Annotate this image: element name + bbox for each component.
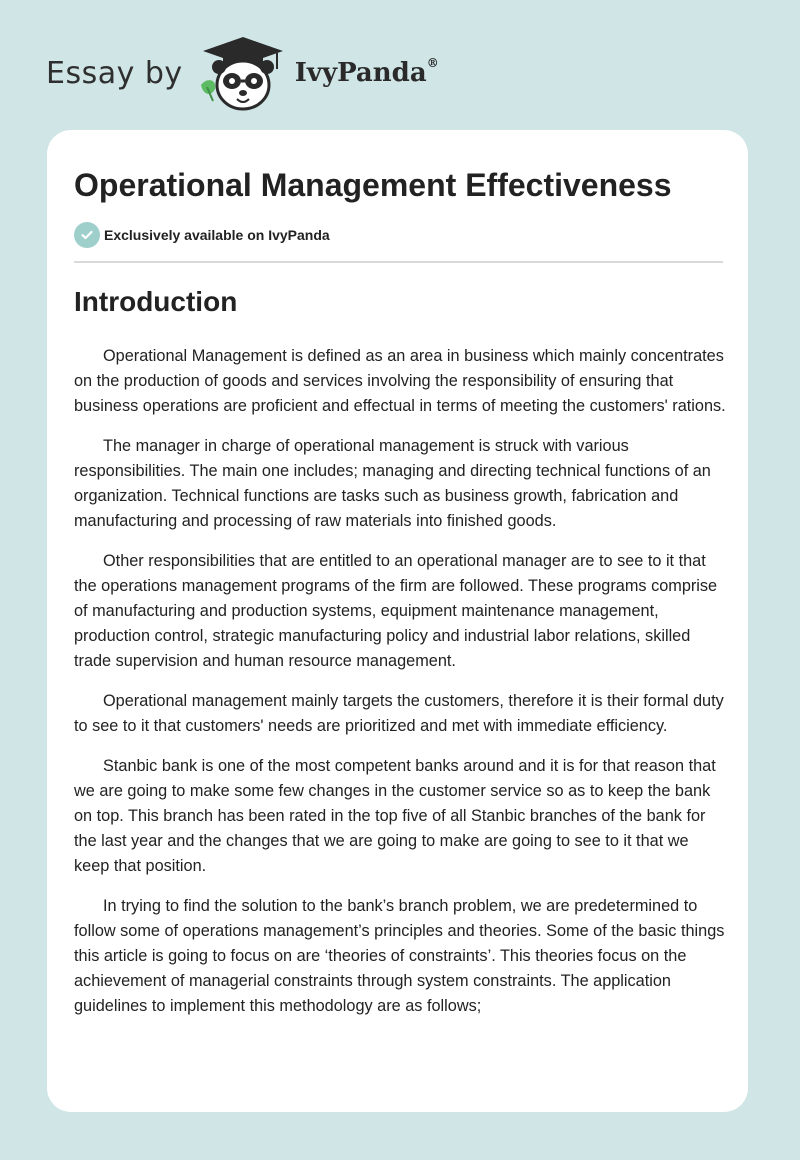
section-heading: Introduction bbox=[74, 286, 238, 317]
paragraph: Stanbic bank is one of the most competent banks around and it is for that reason that we are going to make some few changes in the customer service so as to keep the bank on top. This branch has been rated in the top five of all Stanbic branches of the bank for the last year and the changes that we are going to make are going to see to it that we keep that position. bbox=[74, 757, 716, 875]
badge-label: Exclusively available on IvyPanda bbox=[104, 227, 330, 243]
paragraph: Operational Management is defined as an area in business which mainly concentrates on the production of goods and services involving the responsibility of ensuring that business operations are proficient and effectual in terms of meeting the customers' rations. bbox=[74, 347, 726, 415]
paragraph: In trying to find the solution to the bank’s branch problem, we are predetermined to follow some of operations management’s principles and theories. Some of the basic things this article is going to focus on are ‘theories of constraints’. This theories focus on the achievement of managerial constraints through system constraints. The application guidelines to implement this methodology are as follows; bbox=[74, 897, 725, 1015]
paragraph: The manager in charge of operational management is struck with various responsibilities. The main one includes; managing and directing technical functions of an organization. Technical functions are tasks such as business growth, fabrication and manufacturing and processing of raw materials into finished goods. bbox=[74, 437, 711, 530]
exclusive-badge bbox=[74, 222, 330, 248]
brand-name[interactable]: IvyPanda® bbox=[294, 56, 439, 88]
article-card bbox=[47, 130, 748, 1112]
page-title: Operational Management Effectiveness bbox=[74, 167, 672, 203]
site-header bbox=[46, 28, 439, 118]
article-body bbox=[74, 344, 726, 1034]
check-circle-icon bbox=[74, 222, 100, 248]
paragraph: Operational management mainly targets the customers, therefore it is their formal duty to see to it that customers' needs are prioritized and met with immediate efficiency. bbox=[74, 692, 724, 735]
paragraph: Other responsibilities that are entitled to an operational manager are to see to it that the operations management programs of the firm are followed. These programs comprise of manufacturing and production systems, equipment maintenance management, production control, strategic manufacturing policy and industrial labor relations, skilled trade supervision and human resource management. bbox=[74, 552, 718, 670]
divider bbox=[74, 261, 723, 263]
essay-by-label: Essay by bbox=[46, 55, 183, 91]
panda-graduate-icon[interactable] bbox=[197, 33, 289, 113]
